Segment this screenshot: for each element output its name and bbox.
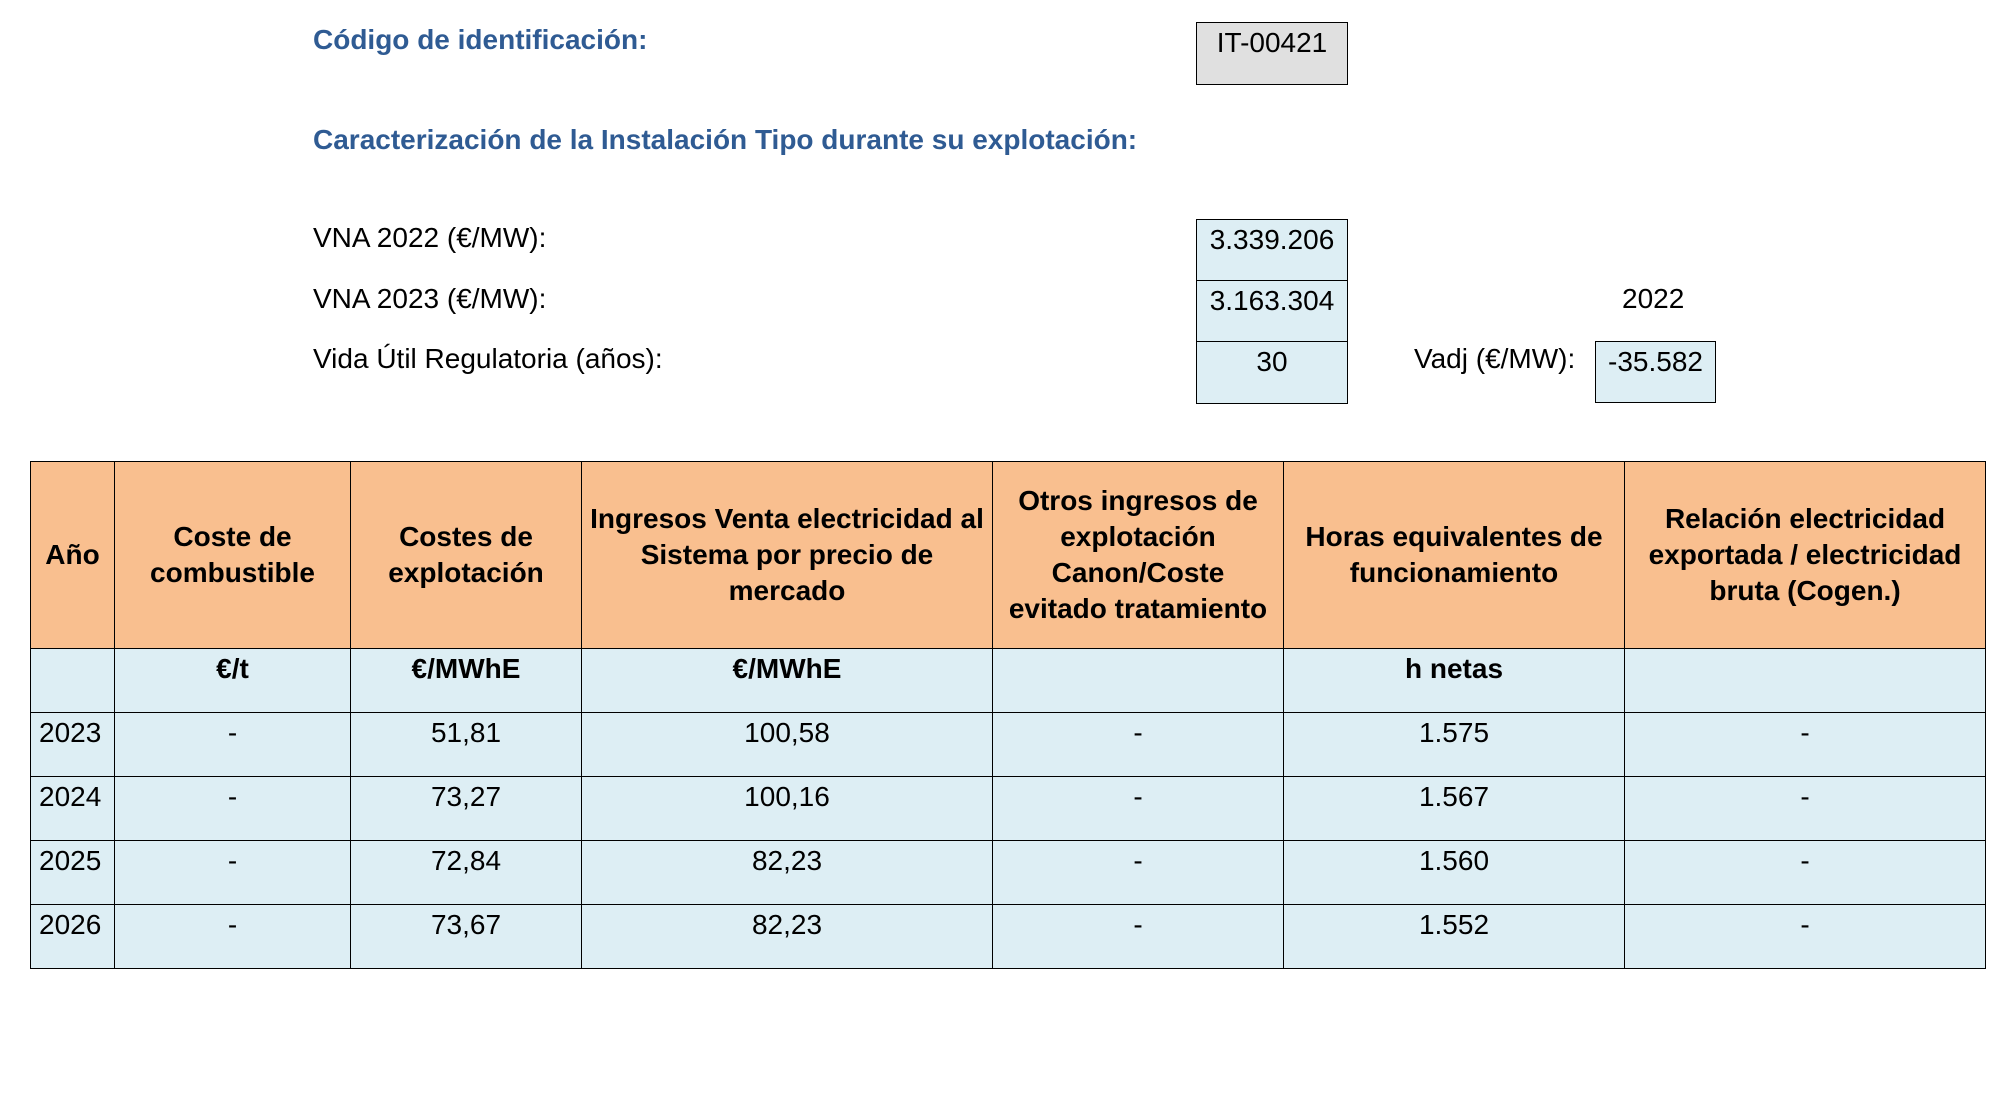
vadj-label: Vadj (€/MW): bbox=[1414, 343, 1576, 374]
units-row bbox=[31, 649, 1986, 713]
header-horas-equivalentes: Horas equivalentes de funcionamiento bbox=[1284, 462, 1625, 649]
year-cell: 2024 bbox=[31, 777, 115, 841]
header-coste-combustible: Coste de combustible bbox=[115, 462, 351, 649]
table-row bbox=[31, 841, 1986, 905]
unit-cell: h netas bbox=[1284, 649, 1625, 713]
vna2023-label: VNA 2023 (€/MW): bbox=[313, 283, 547, 314]
year-cell: 2026 bbox=[31, 905, 115, 969]
table-row bbox=[31, 713, 1986, 777]
table-cell: - bbox=[1625, 777, 1986, 841]
table-cell: 1.560 bbox=[1284, 841, 1625, 905]
unit-cell bbox=[1625, 649, 1986, 713]
table-cell: - bbox=[1625, 905, 1986, 969]
caracterizacion-title: Caracterización de la Instalación Tipo durante su explotación: bbox=[313, 124, 1138, 155]
table-cell: 73,27 bbox=[351, 777, 582, 841]
vida-util-label: Vida Útil Regulatoria (años): bbox=[313, 343, 663, 374]
table-cell: - bbox=[115, 777, 351, 841]
table-cell: 82,23 bbox=[582, 841, 993, 905]
codigo-label: Código de identificación: bbox=[313, 24, 648, 55]
year-cell: 2025 bbox=[31, 841, 115, 905]
header-costes-explotacion: Costes de explotación bbox=[351, 462, 582, 649]
unit-cell: €/MWhE bbox=[582, 649, 993, 713]
vadj-year: 2022 bbox=[1622, 283, 1685, 314]
table-cell: - bbox=[115, 713, 351, 777]
table-cell: - bbox=[1625, 713, 1986, 777]
header-otros-ingresos: Otros ingresos de explotación Canon/Coste evitado tratamiento bbox=[993, 462, 1284, 649]
header-relacion-electricidad: Relación electricidad exportada / electricidad bruta (Cogen.) bbox=[1625, 462, 1986, 649]
vadj-value: -35.582 bbox=[1595, 341, 1716, 403]
table-cell: - bbox=[115, 841, 351, 905]
codigo-value: IT-00421 bbox=[1196, 22, 1348, 85]
year-cell: 2023 bbox=[31, 713, 115, 777]
table-cell: 73,67 bbox=[351, 905, 582, 969]
vna2022-value: 3.339.206 bbox=[1196, 219, 1348, 281]
table-cell: - bbox=[115, 905, 351, 969]
table-cell: 100,16 bbox=[582, 777, 993, 841]
vna2022-label: VNA 2022 (€/MW): bbox=[313, 222, 547, 253]
table-cell: - bbox=[993, 905, 1284, 969]
explotacion-table bbox=[30, 461, 1986, 969]
table-cell: 51,81 bbox=[351, 713, 582, 777]
table-cell: - bbox=[993, 713, 1284, 777]
table-cell: 1.552 bbox=[1284, 905, 1625, 969]
unit-cell bbox=[993, 649, 1284, 713]
table-cell: 1.567 bbox=[1284, 777, 1625, 841]
table-cell: - bbox=[1625, 841, 1986, 905]
table-cell: - bbox=[993, 777, 1284, 841]
table-cell: 100,58 bbox=[582, 713, 993, 777]
unit-cell: €/MWhE bbox=[351, 649, 582, 713]
table-cell: 72,84 bbox=[351, 841, 582, 905]
table-row bbox=[31, 777, 1986, 841]
unit-cell: €/t bbox=[115, 649, 351, 713]
table-cell: - bbox=[993, 841, 1284, 905]
table-cell: 82,23 bbox=[582, 905, 993, 969]
unit-cell bbox=[31, 649, 115, 713]
header-ano: Año bbox=[31, 462, 115, 649]
vida-util-value: 30 bbox=[1196, 341, 1348, 404]
table-row bbox=[31, 905, 1986, 969]
vna2023-value: 3.163.304 bbox=[1196, 280, 1348, 342]
header-ingresos-venta: Ingresos Venta electricidad al Sistema por precio de mercado bbox=[582, 462, 993, 649]
header-row bbox=[31, 462, 1986, 649]
table-cell: 1.575 bbox=[1284, 713, 1625, 777]
